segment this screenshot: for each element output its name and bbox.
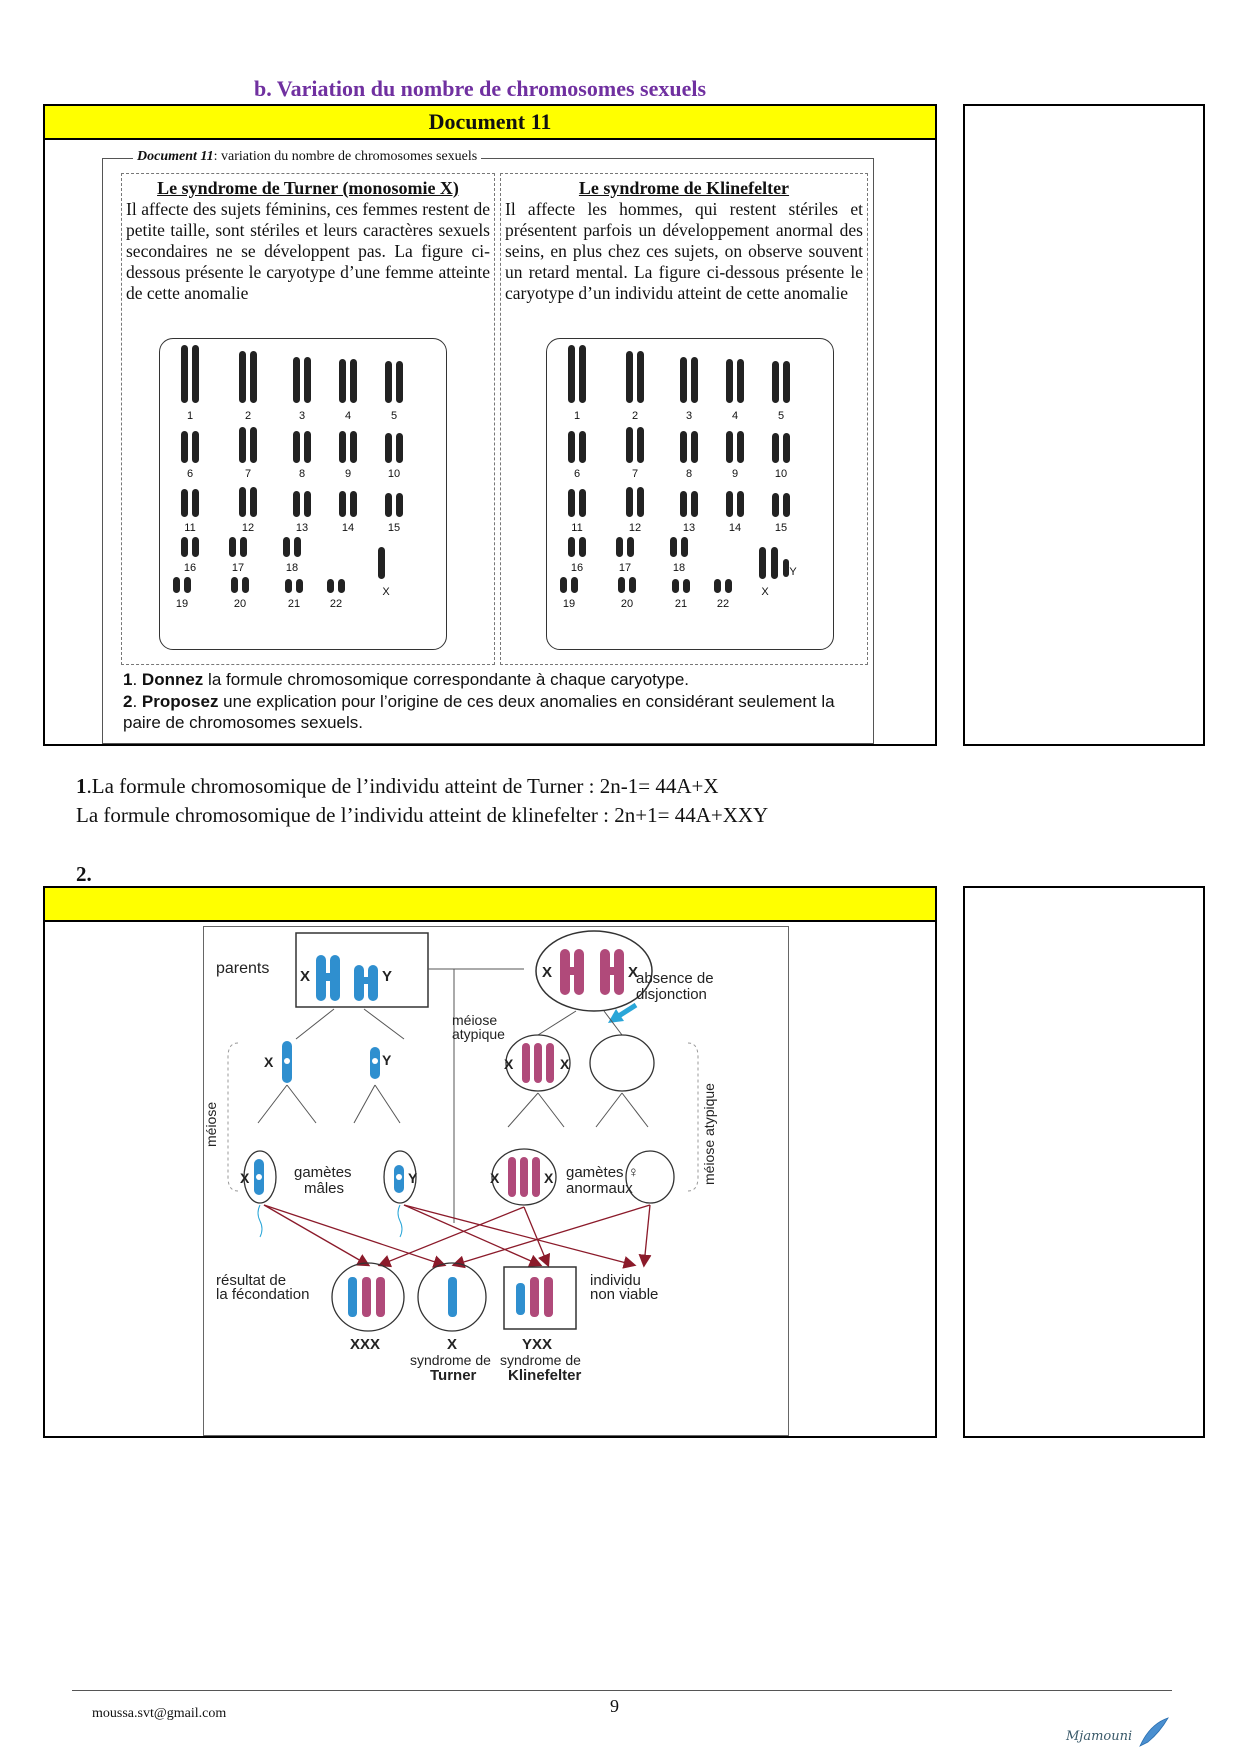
karyotype-number-label: X	[382, 586, 390, 598]
chromosome	[681, 537, 688, 557]
chromosome	[691, 431, 698, 463]
chromosome	[714, 579, 721, 593]
karyotype-number-label: 15	[387, 522, 401, 534]
chromosome	[242, 577, 249, 593]
chromosome	[396, 493, 403, 517]
meiose-y-label: Y	[382, 1052, 392, 1068]
chromosome	[339, 359, 346, 403]
document-11-header: Document 11	[45, 106, 935, 140]
karyotype-number-label: 7	[631, 468, 639, 480]
chromosome	[616, 537, 623, 557]
karyotype-number-label: 5	[777, 410, 785, 422]
chromosome	[250, 427, 257, 463]
diagram-frame	[43, 886, 937, 1438]
gametes-males-label-1: gamètes	[294, 1164, 352, 1181]
chromosome	[239, 487, 246, 517]
diagram-header-bar	[45, 888, 935, 922]
karyotype-number-label: 14	[341, 522, 355, 534]
cell1-x-right: X	[560, 1056, 570, 1072]
karyotype-number-label: 19	[562, 598, 576, 610]
chromosome	[181, 537, 188, 557]
chromosome	[339, 431, 346, 463]
fgamete-x-right: X	[544, 1170, 554, 1186]
karyotype-number-label: 18	[672, 562, 686, 574]
chromosome	[250, 351, 257, 403]
karyotype-number-label: 13	[682, 522, 696, 534]
absence-label-1: absence de	[636, 970, 714, 987]
chromosome	[726, 431, 733, 463]
meiose-atypique-right-label: méiose atypique	[701, 1083, 717, 1185]
turner-text: Il affecte des sujets féminins, ces femmes restent de petite taille, sont stériles et leurs caractères sexuels secondaires ne se développent pas. La figure ci-dessous présente le caryotype d’une femme atteinte de cette anomalie	[126, 199, 490, 303]
karyotype-number-label: 9	[731, 468, 739, 480]
sperm-y-chromosome	[370, 1047, 380, 1079]
q1-verb: Donnez	[141, 670, 204, 689]
chromosome	[680, 491, 687, 517]
chromosome	[293, 431, 300, 463]
father-x-label: X	[300, 968, 311, 985]
chromosome	[239, 427, 246, 463]
figure-caption-text: : variation du nombre de chromosomes sexuels	[213, 149, 478, 164]
chromosome	[783, 361, 790, 403]
answer-2-label: 2.	[76, 862, 92, 886]
karyotype-number-label: 21	[674, 598, 688, 610]
fertilization-arrows	[264, 1205, 650, 1265]
klinefelter-title: Le syndrome de Klinefelter	[578, 178, 790, 198]
klinefelter-karyotype-svg	[547, 339, 833, 649]
karyotype-number-label: 16	[570, 562, 584, 574]
karyotype-number-label: 4	[344, 410, 352, 422]
chromosome	[579, 431, 586, 463]
chromosome	[338, 579, 345, 593]
father-y-chromosome	[354, 965, 378, 1001]
turner-karyotype	[159, 338, 447, 650]
chromosome	[250, 487, 257, 517]
karyotype-number-label: 16	[183, 562, 197, 574]
chromosome	[378, 547, 385, 579]
gamete-x-label: X	[240, 1170, 250, 1186]
page-number: 9	[610, 1696, 619, 1716]
karyotype-number-label: 6	[573, 468, 581, 480]
chromosome	[771, 547, 778, 579]
karyotype-number-label: 2	[244, 410, 252, 422]
chromosome	[568, 537, 575, 557]
chromosome	[568, 489, 575, 517]
chromosome	[772, 361, 779, 403]
chromosome	[350, 359, 357, 403]
meiose-atypique-label-2: atypique	[452, 1026, 505, 1042]
chromosome	[350, 491, 357, 517]
chromosome	[304, 431, 311, 463]
mother-x-chromosomes	[560, 949, 624, 995]
figure-caption-label: Document 11	[137, 149, 214, 164]
chromosome	[192, 537, 199, 557]
chromosome	[240, 537, 247, 557]
svg-text:Mjamouni: Mjamouni	[1066, 1729, 1133, 1744]
chromosome	[680, 431, 687, 463]
chromosome	[783, 493, 790, 517]
result-label-1: résultat de	[216, 1272, 287, 1289]
chromosome	[683, 579, 690, 593]
chromosome	[231, 577, 238, 593]
chromosome	[618, 577, 625, 593]
chromosome	[737, 431, 744, 463]
chromosome	[385, 433, 392, 463]
chromosome	[579, 537, 586, 557]
answer-1	[76, 772, 1076, 830]
karyotype-number-label: 3	[685, 410, 693, 422]
chromosome	[184, 577, 191, 593]
meiosis-diagram	[203, 926, 789, 1436]
karyotype-number-label: 8	[685, 468, 693, 480]
chromosome	[783, 559, 789, 577]
chromosome	[285, 579, 292, 593]
side-box-1	[963, 104, 1205, 746]
chromosome	[385, 361, 392, 403]
chromosome	[579, 345, 586, 403]
chromosome	[726, 359, 733, 403]
chromosome	[783, 433, 790, 463]
q1-text: la formule chromosomique correspondante à chaque caryotype.	[203, 670, 690, 689]
chromosome	[192, 431, 199, 463]
document-11-frame	[43, 104, 937, 746]
footer-divider	[72, 1690, 1172, 1691]
mother-x-label-right: X	[628, 964, 639, 981]
chromosome	[283, 537, 290, 557]
chromosome	[568, 431, 575, 463]
chromosome	[568, 345, 575, 403]
meiose-x-label: X	[264, 1054, 274, 1070]
karyotype-number-label: 12	[628, 522, 642, 534]
chromosome	[725, 579, 732, 593]
question-2: 2. Proposez une explication pour l’origine de ces deux anomalies en considérant seulement la paire de chromosomes sexuels.	[123, 692, 835, 732]
chromosome	[304, 357, 311, 403]
q2-number: 2	[123, 692, 133, 711]
chromosome	[181, 489, 188, 517]
karyotype-number-label: 22	[716, 598, 730, 610]
karyotype-number-label: 7	[244, 468, 252, 480]
mother-x-label-left: X	[542, 964, 553, 981]
chromosome	[626, 351, 633, 403]
chromosome	[560, 577, 567, 593]
karyotype-number-label: 13	[295, 522, 309, 534]
karyotype-number-label: 1	[573, 410, 581, 422]
karyotype-number-label: 11	[184, 522, 196, 534]
question-1: 1. Donnez la formule chromosomique correspondante à chaque caryotype.	[123, 670, 690, 689]
chromosome	[579, 489, 586, 517]
chromosome	[173, 577, 180, 593]
karyotype-number-label: 9	[344, 468, 352, 480]
chromosome	[627, 537, 634, 557]
empty-cell-1	[590, 1035, 654, 1091]
xxx-label: XXX	[350, 1336, 381, 1353]
parents-label: parents	[216, 960, 270, 977]
signature-logo	[1062, 1716, 1172, 1754]
father-y-label: Y	[382, 968, 393, 985]
chromosome	[637, 427, 644, 463]
turner-karyotype-svg	[160, 339, 446, 649]
gametes-fem-label-1: gamètes ♀	[566, 1164, 639, 1181]
chromosome	[626, 487, 633, 517]
chromosome	[571, 577, 578, 593]
section-title: b. Variation du nombre de chromosomes sexuels	[253, 76, 707, 101]
karyotype-number-label: 8	[298, 468, 306, 480]
chromosome	[672, 579, 679, 593]
gametes-males-label-2: mâles	[304, 1180, 345, 1197]
fgamete-x-left: X	[490, 1170, 500, 1186]
chromosome	[327, 579, 334, 593]
chromosome	[229, 537, 236, 557]
chromosome	[339, 491, 346, 517]
chromosome	[294, 537, 301, 557]
karyotype-number-label: 14	[728, 522, 742, 534]
chromosome	[737, 491, 744, 517]
chromosome	[691, 491, 698, 517]
chromosome	[396, 433, 403, 463]
answer-1-text: .La formule chromosomique de l’individu atteint de Turner : 2n-1= 44A+X	[86, 774, 719, 798]
karyotype-number-label: Y	[789, 566, 797, 578]
karyotype-number-label: 22	[329, 598, 343, 610]
karyotype-number-label: 20	[233, 598, 247, 610]
footer-email: moussa.svt@gmail.com	[92, 1706, 227, 1721]
turner-syndrome-label-2: Turner	[430, 1367, 477, 1384]
figure-caption	[133, 149, 481, 165]
gametes-fem-label-2: anormaux	[566, 1180, 633, 1197]
klinefelter-karyotype	[546, 338, 834, 650]
chromosome	[737, 359, 744, 403]
chromosome	[670, 537, 677, 557]
karyotype-number-label: 15	[774, 522, 788, 534]
chromosome	[181, 345, 188, 403]
kline-syndrome-label-2: Klinefelter	[508, 1367, 582, 1384]
meiose-atypique-label-1: méiose	[452, 1012, 498, 1028]
karyotype-number-label: X	[761, 586, 769, 598]
result-label-2: la fécondation	[216, 1286, 310, 1303]
chromosome	[296, 579, 303, 593]
sperm-x-chromosome	[282, 1041, 292, 1083]
chromosome	[726, 491, 733, 517]
klinefelter-text: Il affecte les hommes, qui restent stériles et présentent parfois un développement anormal des seins, en plus chez ces sujets, on observe souvent un retard mental. La figure ci-dessous présente le caryotype d’un individu atteint de cette anomalie	[505, 199, 863, 303]
karyotype-number-label: 21	[287, 598, 301, 610]
q1-number: 1	[123, 670, 133, 689]
answer-1-line2: La formule chromosomique de l’individu atteint de klinefelter : 2n+1= 44A+XXY	[76, 803, 769, 827]
non-viable-label-1: individu	[590, 1272, 641, 1289]
answer-2	[76, 860, 92, 889]
meiose-left-label: méiose	[204, 1101, 219, 1147]
q2-text: une explication pour l’origine de ces deux anomalies en considérant seulement la paire de chromosomes sexuels.	[123, 692, 835, 732]
karyotype-number-label: 18	[285, 562, 299, 574]
karyotype-number-label: 2	[631, 410, 639, 422]
side-box-2	[963, 886, 1205, 1438]
chromosome	[772, 493, 779, 517]
chromosome	[772, 433, 779, 463]
karyotype-number-label: 12	[241, 522, 255, 534]
chromosome	[637, 351, 644, 403]
karyotype-number-label: 4	[731, 410, 739, 422]
q2-verb: Proposez	[141, 692, 219, 711]
chromosome	[293, 491, 300, 517]
absence-label-2: disjonction	[636, 986, 707, 1003]
chromosome	[350, 431, 357, 463]
karyotype-number-label: 10	[774, 468, 788, 480]
chromosome	[304, 491, 311, 517]
chromosome	[385, 493, 392, 517]
meiosis-diagram-svg	[204, 927, 788, 1435]
chromosome	[691, 357, 698, 403]
answer-1-number: 1	[76, 774, 87, 798]
gamete-y-label: Y	[408, 1170, 418, 1186]
zygote-yxx-box	[504, 1267, 576, 1329]
chromosome	[396, 361, 403, 403]
karyotype-number-label: 17	[231, 562, 245, 574]
karyotype-number-label: 1	[186, 410, 194, 422]
chromosome	[181, 431, 188, 463]
karyotype-number-label: 5	[390, 410, 398, 422]
chromosome	[626, 427, 633, 463]
turner-syndrome-label-1: syndrome de	[410, 1352, 491, 1368]
atypical-cell-1-chromosomes	[522, 1043, 554, 1083]
chromosome	[192, 345, 199, 403]
karyotype-number-label: 6	[186, 468, 194, 480]
chromosome	[680, 357, 687, 403]
chromosome	[637, 487, 644, 517]
karyotype-number-label: 17	[618, 562, 632, 574]
father-x-chromosome	[316, 955, 340, 1001]
chromosome	[192, 489, 199, 517]
karyotype-number-label: 11	[571, 522, 583, 534]
chromosome	[239, 351, 246, 403]
cell1-x-left: X	[504, 1056, 514, 1072]
document-figure	[102, 149, 874, 744]
karyotype-number-label: 19	[175, 598, 189, 610]
yxx-label: YXX	[522, 1336, 553, 1353]
kline-syndrome-label-1: syndrome de	[500, 1352, 581, 1368]
turner-x-label: X	[447, 1336, 458, 1353]
non-viable-label-2: non viable	[590, 1286, 659, 1303]
karyotype-number-label: 10	[387, 468, 401, 480]
turner-title: Le syndrome de Turner (monosomie X)	[157, 178, 459, 198]
chromosome	[759, 547, 766, 579]
karyotype-number-label: 20	[620, 598, 634, 610]
turner-column	[121, 173, 495, 665]
chromosome	[293, 357, 300, 403]
klinefelter-column	[500, 173, 868, 665]
karyotype-number-label: 3	[298, 410, 306, 422]
chromosome	[629, 577, 636, 593]
